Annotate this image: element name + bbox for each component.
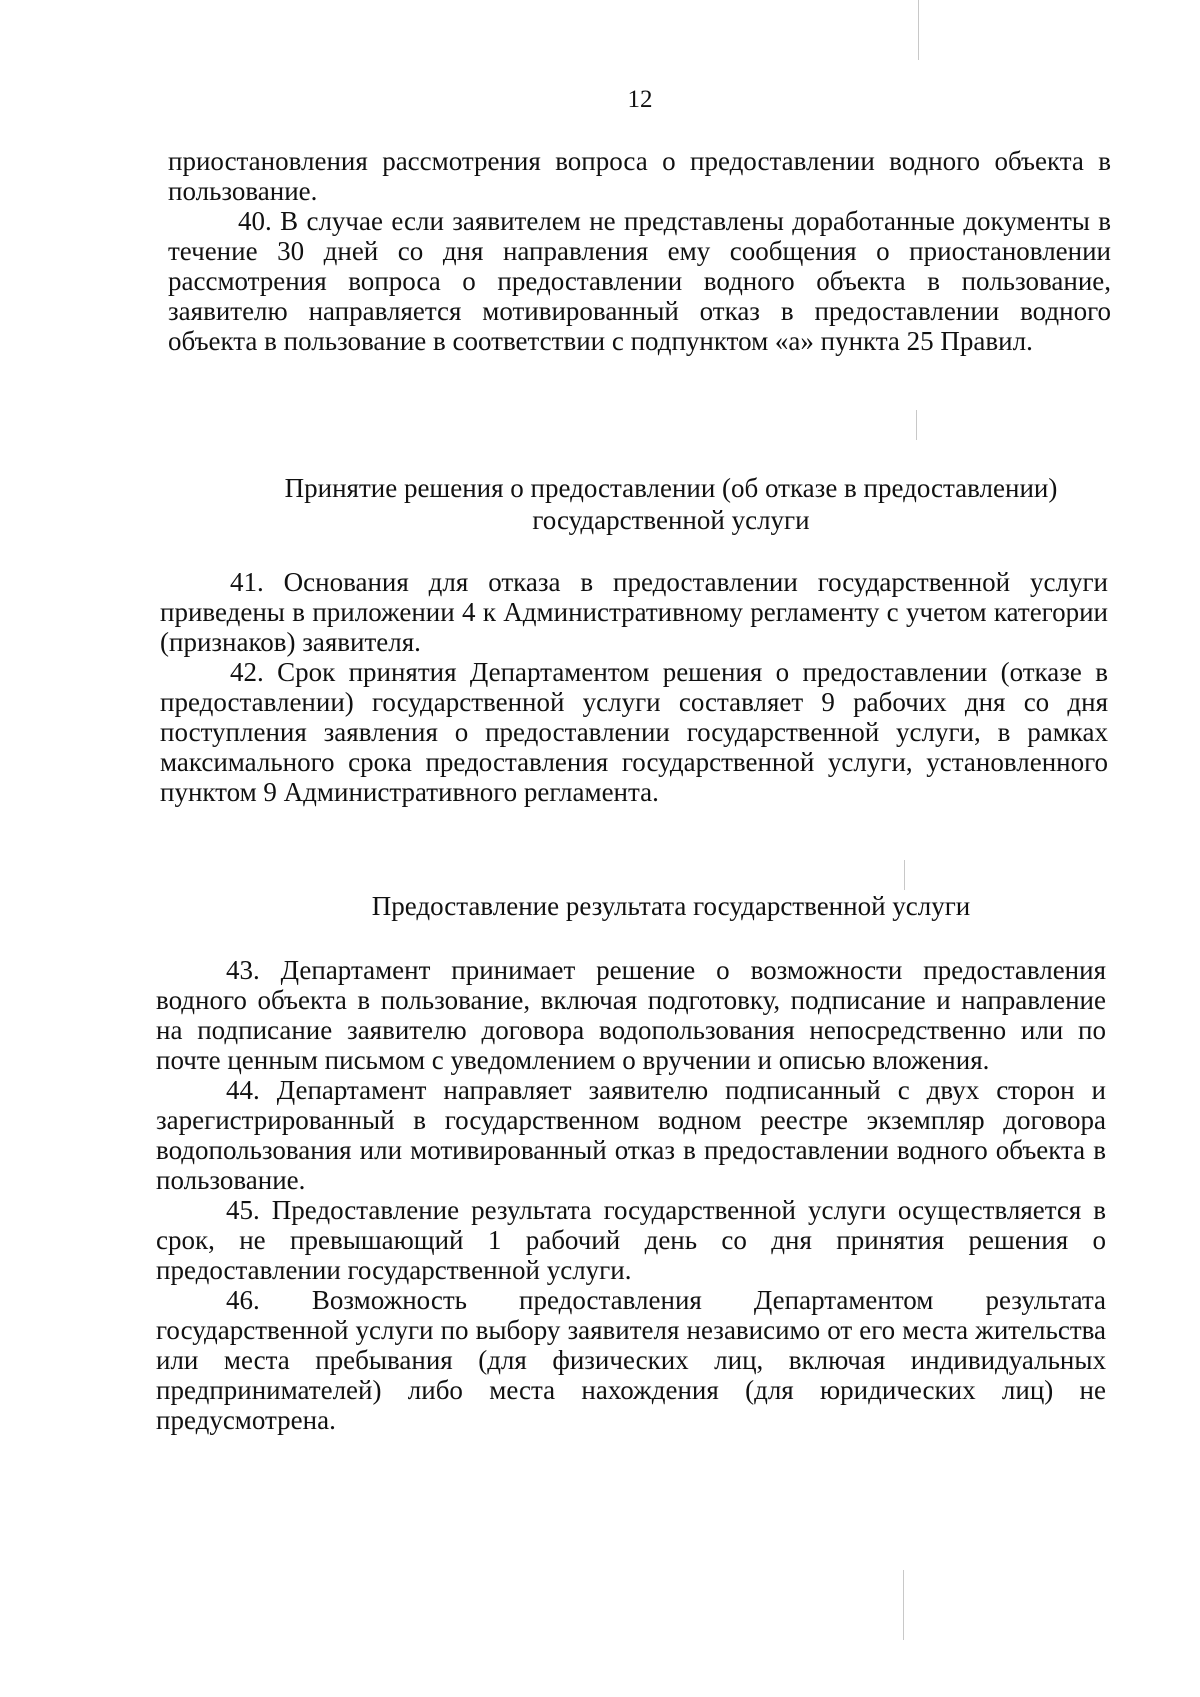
paragraph-46: 46. Возможность предоставления Департаментом результата государственной услуги по выбору заявителя независимо от его места жительства или места пребывания (для физических лиц, включая индивидуальных предпринимателей) либо места нахождения (для юридических лиц) не предусмотрена. xyxy=(156,1285,1106,1435)
heading-line: государственной услуги xyxy=(532,505,810,535)
paragraph-45: 45. Предоставление результата государственной услуги осуществляется в срок, не превышающий 1 рабочий день со дня принятия решения о предоставлении государственной услуги. xyxy=(156,1195,1106,1285)
scan-artifact xyxy=(916,410,917,440)
paragraph-43: 43. Департамент принимает решение о возможности предоставления водного объекта в пользование, включая подготовку, подписание и направление на подписание заявителю договора водопользования непосредственно или по почте ценным письмом с уведомлением о вручении и описью вложения. xyxy=(156,955,1106,1075)
text-block-result xyxy=(156,955,1106,1435)
page-number: 12 xyxy=(627,86,653,113)
scan-artifact xyxy=(918,0,919,60)
scan-artifact xyxy=(903,1570,904,1640)
paragraph-continuation: приостановления рассмотрения вопроса о предоставлении водного объекта в пользование. xyxy=(168,146,1111,206)
text-block-continuation xyxy=(168,146,1111,356)
scan-artifact xyxy=(904,860,905,890)
text-block-decision xyxy=(160,567,1108,807)
paragraph-40: 40. В случае если заявителем не представлены доработанные документы в течение 30 дней со дня направления ему сообщения о приостановлении рассмотрения вопроса о предоставлении водного объекта в пользование, заявителю направляется мотивированный отказ в предоставлении водного объекта в пользование в соответствии с подпунктом «а» пункта 25 Правил. xyxy=(168,206,1111,356)
paragraph-44: 44. Департамент направляет заявителю подписанный с двух сторон и зарегистрированный в государственном водном реестре экземпляр договора водопользования или мотивированный отказ в предоставлении водного объекта в пользование. xyxy=(156,1075,1106,1195)
heading-line: Предоставление результата государственной услуги xyxy=(371,891,971,921)
heading-line: Принятие решения о предоставлении (об отказе в предоставлении) xyxy=(284,473,1058,503)
paragraph-42: 42. Срок принятия Департаментом решения о предоставлении (отказе в предоставлении) государственной услуги составляет 9 рабочих дня со дня поступления заявления о предоставлении государственной услуги, в рамках максимального срока предоставления государственной услуги, установленного пунктом 9 Административного регламента. xyxy=(160,657,1108,807)
paragraph-41: 41. Основания для отказа в предоставлении государственной услуги приведены в приложении 4 к Административному регламенту с учетом категории (признаков) заявителя. xyxy=(160,567,1108,657)
section-heading-decision xyxy=(250,472,1092,536)
section-heading-result xyxy=(300,890,1042,922)
